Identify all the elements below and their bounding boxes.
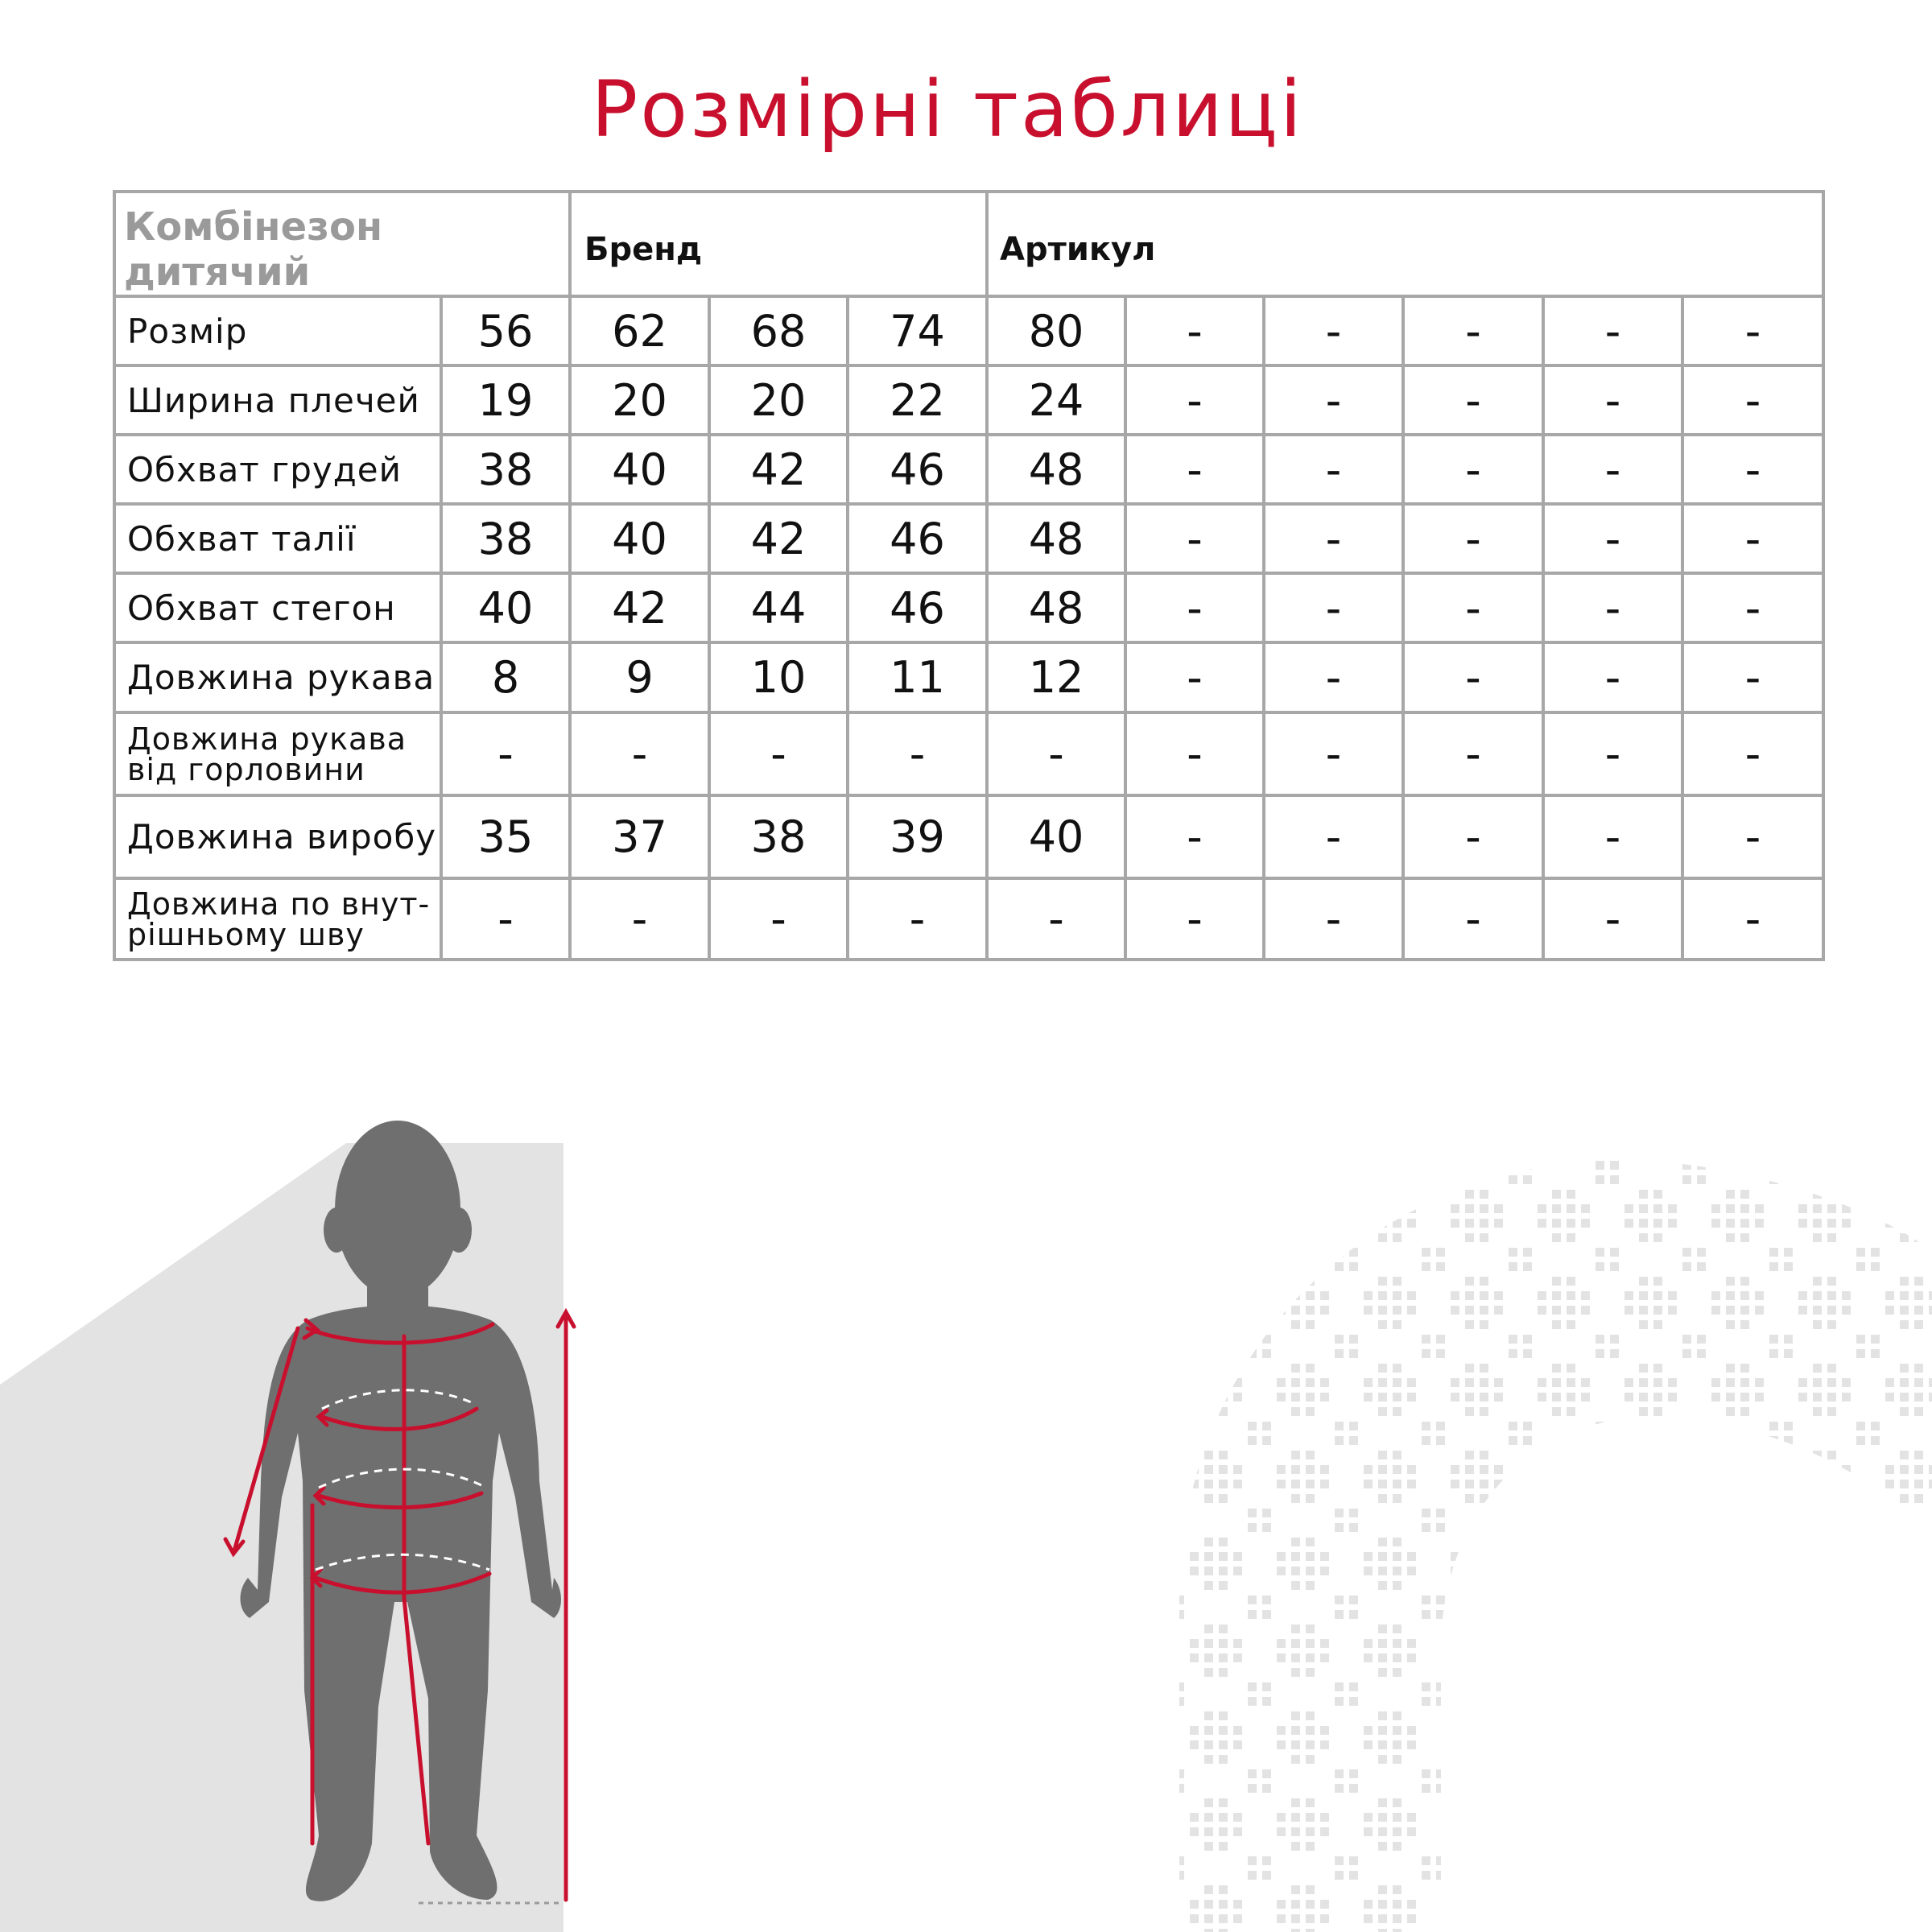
size-cell: - xyxy=(1264,573,1403,642)
size-cell: - xyxy=(1264,365,1403,435)
size-cell: - xyxy=(1403,795,1543,878)
page-title: Розмірні таблиці xyxy=(591,64,1304,155)
size-cell: 11 xyxy=(848,642,987,712)
size-cell: - xyxy=(441,878,570,960)
size-cell: 22 xyxy=(848,365,987,435)
size-cell: - xyxy=(1125,795,1264,878)
row-label: Довжина рукава xyxy=(114,642,441,712)
size-cell: 42 xyxy=(709,504,848,573)
size-cell: - xyxy=(570,712,709,795)
size-cell: 19 xyxy=(441,365,570,435)
size-cell: 80 xyxy=(987,296,1125,365)
row-label: Ширина плечей xyxy=(114,365,441,435)
size-cell: 38 xyxy=(709,795,848,878)
size-cell: - xyxy=(1125,365,1264,435)
size-cell: 48 xyxy=(987,435,1125,504)
row-label: Обхват талії xyxy=(114,504,441,573)
row-label-line: від горловини xyxy=(127,751,365,787)
size-cell: - xyxy=(1682,642,1823,712)
brand-label: Бренд xyxy=(570,192,987,296)
size-cell: - xyxy=(1403,435,1543,504)
size-cell: - xyxy=(1403,878,1543,960)
size-cell: 40 xyxy=(570,435,709,504)
size-cell: 38 xyxy=(441,504,570,573)
size-cell: - xyxy=(1543,573,1682,642)
size-cell: - xyxy=(1682,795,1823,878)
size-cell: 46 xyxy=(848,435,987,504)
size-cell: - xyxy=(570,878,709,960)
row-label-line: Довжина по внут- xyxy=(127,886,431,922)
size-cell: - xyxy=(1682,712,1823,795)
size-cell: - xyxy=(1125,296,1264,365)
size-cell: 46 xyxy=(848,573,987,642)
row-label: Довжина виробу xyxy=(114,795,441,878)
size-cell: 20 xyxy=(709,365,848,435)
size-cell: - xyxy=(1543,365,1682,435)
size-cell: 10 xyxy=(709,642,848,712)
size-cell: - xyxy=(1125,878,1264,960)
size-cell: 46 xyxy=(848,504,987,573)
size-cell: - xyxy=(1403,712,1543,795)
size-cell: - xyxy=(1403,642,1543,712)
size-cell: 42 xyxy=(709,435,848,504)
size-cell: 8 xyxy=(441,642,570,712)
size-cell: - xyxy=(709,878,848,960)
size-cell: - xyxy=(1403,365,1543,435)
size-cell: - xyxy=(1403,573,1543,642)
size-cell: 68 xyxy=(709,296,848,365)
size-cell: - xyxy=(1543,712,1682,795)
size-cell: - xyxy=(1403,296,1543,365)
size-cell: - xyxy=(1543,795,1682,878)
size-cell: 42 xyxy=(570,573,709,642)
row-label: Обхват грудей xyxy=(114,435,441,504)
row-label-line: Довжина рукава xyxy=(127,720,407,757)
size-cell: - xyxy=(1682,365,1823,435)
size-cell: - xyxy=(987,712,1125,795)
size-cell: 9 xyxy=(570,642,709,712)
size-cell: - xyxy=(1543,296,1682,365)
size-cell: - xyxy=(848,712,987,795)
size-cell: - xyxy=(709,712,848,795)
row-label-line: рішньому шву xyxy=(127,916,365,952)
size-cell: - xyxy=(1682,573,1823,642)
size-cell: - xyxy=(1264,642,1403,712)
size-cell: - xyxy=(1264,435,1403,504)
size-cell: 44 xyxy=(709,573,848,642)
size-cell: - xyxy=(987,878,1125,960)
size-cell: 40 xyxy=(987,795,1125,878)
size-cell: - xyxy=(1125,504,1264,573)
size-cell: - xyxy=(1543,504,1682,573)
size-cell: 12 xyxy=(987,642,1125,712)
size-cell: - xyxy=(1543,642,1682,712)
size-cell: - xyxy=(1543,435,1682,504)
size-cell: 56 xyxy=(441,296,570,365)
size-cell: - xyxy=(1264,504,1403,573)
size-cell: 40 xyxy=(441,573,570,642)
size-cell: - xyxy=(1125,573,1264,642)
row-label: Розмір xyxy=(114,296,441,365)
size-cell: - xyxy=(1682,504,1823,573)
size-cell: 24 xyxy=(987,365,1125,435)
size-cell: - xyxy=(1682,878,1823,960)
size-cell: 48 xyxy=(987,504,1125,573)
article-label: Артикул xyxy=(987,192,1823,296)
size-cell: 20 xyxy=(570,365,709,435)
size-cell: - xyxy=(441,712,570,795)
size-cell: 38 xyxy=(441,435,570,504)
size-cell: 40 xyxy=(570,504,709,573)
row-label: Обхват стегон xyxy=(114,573,441,642)
size-cell: - xyxy=(1403,504,1543,573)
size-cell: - xyxy=(1264,795,1403,878)
size-cell: - xyxy=(1682,435,1823,504)
size-cell: 62 xyxy=(570,296,709,365)
size-cell: - xyxy=(1125,435,1264,504)
size-cell: 74 xyxy=(848,296,987,365)
size-cell: 37 xyxy=(570,795,709,878)
size-cell: - xyxy=(1264,296,1403,365)
size-cell: - xyxy=(1125,642,1264,712)
size-cell: - xyxy=(1264,712,1403,795)
size-cell: - xyxy=(1543,878,1682,960)
size-cell: - xyxy=(1125,712,1264,795)
size-cell: 48 xyxy=(987,573,1125,642)
size-cell: - xyxy=(1264,878,1403,960)
size-cell: 35 xyxy=(441,795,570,878)
size-cell: - xyxy=(848,878,987,960)
size-cell: - xyxy=(1682,296,1823,365)
size-cell: 39 xyxy=(848,795,987,878)
product-name: Комбінезон дитячий xyxy=(114,192,570,296)
